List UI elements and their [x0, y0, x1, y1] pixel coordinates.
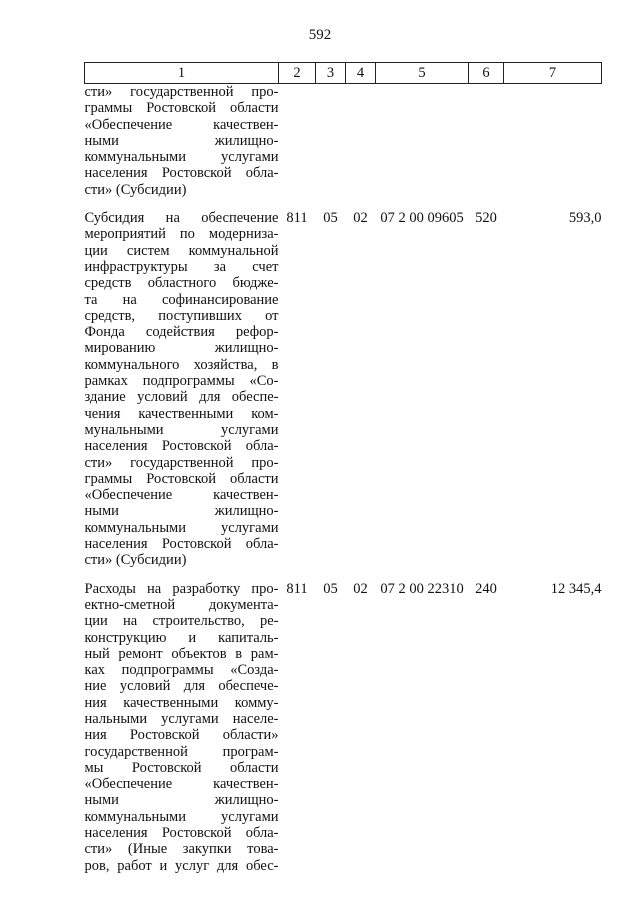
- column-header-5: 5: [376, 63, 469, 84]
- description-line: мы Ростовской области: [84, 759, 279, 776]
- description-line: ными жилищно-: [84, 792, 279, 809]
- cell-amount: 593,0: [568, 210, 602, 227]
- description-line: Расходы на разработку про-: [84, 580, 279, 597]
- header-row: [85, 63, 602, 84]
- description-line: мунальными услугами: [84, 421, 279, 438]
- table-row: [85, 210, 602, 581]
- description-line: сти» государственной про-: [84, 454, 279, 471]
- description-line: сти» (Субсидии): [84, 552, 187, 569]
- cell-amount: 12 345,4: [550, 580, 602, 597]
- row-description: [85, 581, 279, 874]
- description-line: та на софинансирование: [84, 291, 279, 308]
- cell-target-article: 07 2 00 09605: [380, 210, 464, 227]
- description-line: ции систем коммунальной: [84, 242, 279, 259]
- column-header-7: 7: [504, 63, 602, 84]
- description-line: ными жилищно-: [84, 132, 279, 149]
- description-line: здание условий для обеспе-: [84, 389, 279, 406]
- cell-section: 05: [323, 580, 338, 597]
- description-line: мированию жилищно-: [84, 340, 279, 357]
- cell-ministry-code: [279, 84, 316, 211]
- column-header-1: 1: [85, 63, 279, 84]
- description-line: граммы Ростовской области: [84, 100, 279, 117]
- description-line: чения качественными ком-: [84, 405, 279, 422]
- description-line: ров, работ и услуг для обес-: [84, 857, 279, 874]
- budget-table: [84, 62, 602, 874]
- cell-subsection: [346, 84, 376, 211]
- description-line: рамках подпрограммы «Со-: [84, 373, 279, 390]
- description-line: сти» (Субсидии): [84, 181, 187, 198]
- row-description: [85, 210, 279, 581]
- cell-expense-type: 240: [475, 580, 497, 597]
- cell-subsection: 02: [353, 580, 368, 597]
- description-line: «Обеспечение качествен-: [84, 776, 279, 793]
- description-line: населения Ростовской обла-: [84, 165, 279, 182]
- description-line: коммунального хозяйства, в: [84, 356, 279, 373]
- description-line: населения Ростовской обла-: [84, 536, 279, 553]
- description-line: инфраструктуры за счет: [84, 258, 279, 275]
- description-line: мероприятий по модерниза-: [84, 226, 279, 243]
- column-header-2: 2: [279, 63, 316, 84]
- description-line: ках подпрограммы «Созда-: [84, 662, 279, 679]
- cell-expense-type: 520: [475, 210, 497, 227]
- cell-subsection: 02: [353, 210, 368, 227]
- description-line: сти» государственной про-: [84, 84, 279, 100]
- column-header-3: 3: [316, 63, 346, 84]
- row-description: [85, 84, 279, 211]
- description-line: Субсидия на обеспечение: [84, 210, 279, 227]
- description-line: государственной програм-: [84, 743, 279, 760]
- cell-section: 05: [323, 210, 338, 227]
- description-line: «Обеспечение качествен-: [84, 487, 279, 504]
- description-line: населения Ростовской обла-: [84, 438, 279, 455]
- description-line: ние условий для обеспече-: [84, 678, 279, 695]
- description-line: коммунальными услугами: [84, 519, 279, 536]
- description-line: населения Ростовской обла-: [84, 825, 279, 842]
- description-line: конструкцию и капиталь-: [84, 629, 279, 646]
- table-row: [85, 581, 602, 874]
- table-row: [85, 84, 602, 211]
- column-header-4: 4: [346, 63, 376, 84]
- cell-target-article: 07 2 00 22310: [380, 580, 464, 597]
- description-line: ными жилищно-: [84, 503, 279, 520]
- description-line: граммы Ростовской области: [84, 470, 279, 487]
- description-line: ектно-сметной документа-: [84, 596, 279, 613]
- cell-expense-type: [469, 84, 504, 211]
- description-line: ный ремонт объектов в рам-: [84, 645, 279, 662]
- description-line: сти» (Иные закупки това-: [84, 841, 279, 858]
- description-line: нальными услугами населе-: [84, 710, 279, 727]
- description-line: Фонда содействия рефор-: [84, 324, 279, 341]
- cell-amount: [504, 84, 602, 211]
- description-line: коммунальными услугами: [84, 149, 279, 166]
- description-line: коммунальными услугами: [84, 808, 279, 825]
- cell-ministry-code: 811: [286, 210, 308, 227]
- description-line: «Обеспечение качествен-: [84, 116, 279, 133]
- cell-section: [316, 84, 346, 211]
- description-line: ния Ростовской области»: [84, 727, 279, 744]
- description-line: ции на строительство, ре-: [84, 613, 279, 630]
- description-line: средств, поступивших от: [84, 307, 279, 324]
- description-line: средств областного бюдже-: [84, 275, 279, 292]
- cell-ministry-code: 811: [286, 580, 308, 597]
- description-line: ния качественными комму-: [84, 694, 279, 711]
- column-header-6: 6: [469, 63, 504, 84]
- cell-target-article: [376, 84, 469, 211]
- page-number: 592: [308, 27, 332, 43]
